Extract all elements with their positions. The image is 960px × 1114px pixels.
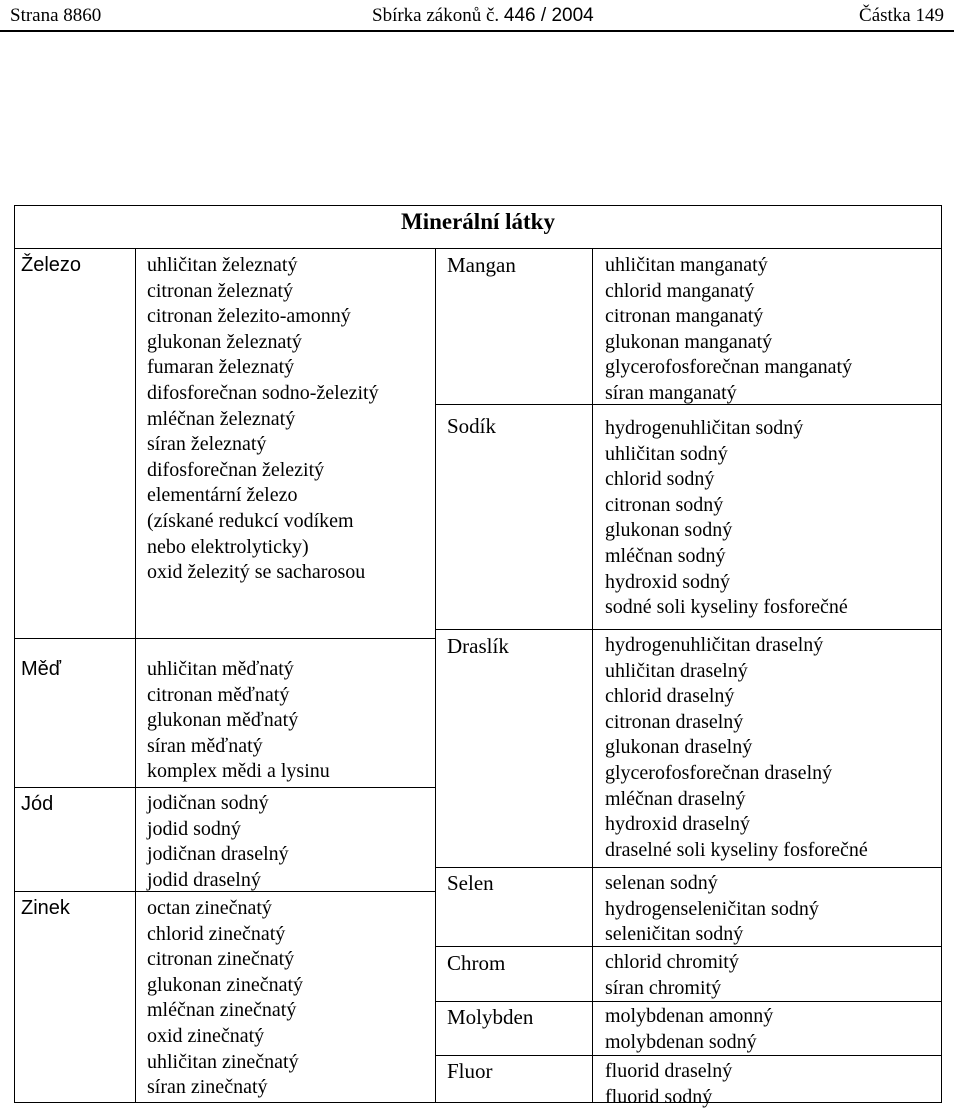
list-item: difosforečnan železitý — [147, 458, 325, 481]
list-item: glycerofosforečnan draselný — [605, 761, 833, 784]
list-item: glukonan zinečnatý — [147, 973, 304, 996]
list-item: jodičnan sodný — [147, 792, 269, 814]
list-item: octan zinečnatý — [147, 897, 272, 919]
page-header — [0, 0, 960, 32]
divider-center — [435, 248, 436, 1102]
list-item: citronan železnatý — [147, 279, 294, 302]
list-item: chlorid draselný — [605, 685, 735, 708]
list-item: síran chromitý — [605, 976, 722, 999]
list-item: uhličitan draselný — [605, 659, 748, 682]
list-item: sodné soli kyseliny fosforečné — [605, 596, 848, 619]
compound-list-mangan — [605, 253, 852, 407]
compound-list-zelezo — [147, 253, 379, 586]
list-item: draselné soli kyseliny fosforečné — [605, 838, 868, 861]
list-item: citronan sodný — [605, 493, 724, 516]
list-item: seleničitan sodný — [605, 923, 744, 946]
list-item: chlorid chromitý — [605, 951, 739, 973]
divider-right-element — [592, 248, 593, 1102]
list-item: hydrogenseleničitan sodný — [605, 897, 819, 920]
list-item: síran manganatý — [605, 381, 737, 404]
table-title: Minerální látky — [401, 209, 555, 234]
element-med: Měď — [21, 658, 62, 680]
separator-draslik-selen — [435, 867, 941, 868]
compound-list-draslik — [605, 633, 868, 863]
title-rule — [15, 248, 941, 249]
list-item: síran měďnatý — [147, 734, 263, 757]
list-item: citronan zinečnatý — [147, 948, 295, 971]
list-item: glukonan manganatý — [605, 330, 773, 353]
page-number: Strana 8860 — [10, 5, 102, 26]
list-item: difosforečnan sodno-železitý — [147, 381, 379, 404]
list-item: uhličitan měďnatý — [147, 658, 294, 680]
list-item: glukonan sodný — [605, 519, 733, 542]
list-item: chlorid sodný — [605, 468, 715, 491]
list-item: síran zinečnatý — [147, 1076, 268, 1099]
list-item: molybdenan sodný — [605, 1030, 757, 1053]
collection-name: Sbírka zákonů č. — [372, 5, 500, 26]
compound-list-molybden — [605, 1004, 773, 1055]
compound-list-sodik — [605, 416, 848, 621]
list-item: citronan měďnatý — [147, 683, 290, 706]
list-item: uhličitan sodný — [605, 442, 728, 465]
list-item: glukonan železnatý — [147, 330, 302, 353]
divider-left-element — [135, 248, 136, 1102]
element-chrom: Chrom — [447, 951, 506, 975]
compound-list-zinek — [147, 896, 303, 1101]
list-item: jodičnan draselný — [147, 843, 289, 866]
compound-list-jod — [147, 791, 289, 893]
list-item: komplex mědi a lysinu — [147, 760, 330, 783]
list-item: síran železnatý — [147, 433, 267, 456]
list-item: (získané redukcí vodíkem — [147, 509, 354, 532]
list-item: citronan manganatý — [605, 305, 764, 328]
list-item: oxid železitý se sacharosou — [147, 561, 366, 584]
list-item: oxid zinečnatý — [147, 1024, 265, 1047]
list-item: mléčnan sodný — [605, 544, 726, 567]
separator-molybden-fluor — [435, 1055, 941, 1056]
list-item: hydroxid draselný — [605, 813, 750, 836]
separator-zelezo-med — [15, 638, 436, 639]
list-item: molybdenan amonný — [605, 1005, 774, 1027]
compound-list-fluor — [605, 1059, 732, 1110]
compound-list-selen — [605, 871, 819, 948]
element-mangan: Mangan — [447, 253, 516, 277]
element-selen: Selen — [447, 871, 494, 895]
issue-number: Částka 149 — [859, 5, 944, 26]
element-sodik: Sodík — [447, 414, 497, 438]
compound-list-chrom — [605, 950, 739, 1001]
list-item: chlorid zinečnatý — [147, 922, 286, 945]
list-item: elementární železo — [147, 484, 298, 507]
element-fluor: Fluor — [447, 1059, 493, 1083]
list-item: hydroxid sodný — [605, 570, 730, 593]
element-molybden: Molybden — [447, 1005, 534, 1029]
list-item: glukonan měďnatý — [147, 709, 299, 732]
list-item: hydrogenuhličitan draselný — [605, 634, 824, 656]
list-item: uhličitan železnatý — [147, 254, 298, 276]
list-item: nebo elektrolyticky) — [147, 535, 309, 558]
compound-list-med — [147, 657, 330, 785]
element-zelezo: Železo — [21, 254, 82, 276]
list-item: fluorid draselný — [605, 1060, 733, 1082]
list-item: hydrogenuhličitan sodný — [605, 417, 804, 439]
list-item: fumaran železnatý — [147, 356, 295, 379]
element-zinek: Zinek — [21, 897, 70, 919]
separator-chrom-molybden — [435, 1001, 941, 1002]
list-item: citronan draselný — [605, 710, 744, 733]
list-item: selenan sodný — [605, 872, 718, 894]
list-item: glukonan draselný — [605, 736, 753, 759]
separator-sodik-draslik — [435, 629, 941, 630]
list-item: glycerofosforečnan manganatý — [605, 356, 853, 379]
element-draslik: Draslík — [447, 634, 509, 658]
list-item: uhličitan manganatý — [605, 254, 768, 276]
list-item: citronan železito-amonný — [147, 305, 351, 328]
list-item: mléčnan zinečnatý — [147, 999, 297, 1022]
header-rule — [0, 30, 954, 32]
list-item: jodid draselný — [147, 868, 261, 891]
separator-med-jod — [15, 787, 436, 788]
law-number: 446 / 2004 — [503, 5, 594, 26]
list-item: jodid sodný — [147, 817, 241, 840]
list-item: mléčnan železnatý — [147, 407, 296, 430]
list-item: chlorid manganatý — [605, 279, 755, 302]
list-item: mléčnan draselný — [605, 787, 746, 810]
minerals-table — [14, 205, 942, 1108]
list-item: fluorid sodný — [605, 1085, 713, 1108]
list-item: uhličitan zinečnatý — [147, 1050, 299, 1073]
element-jod: Jód — [21, 793, 54, 815]
collection-reference — [372, 5, 594, 27]
